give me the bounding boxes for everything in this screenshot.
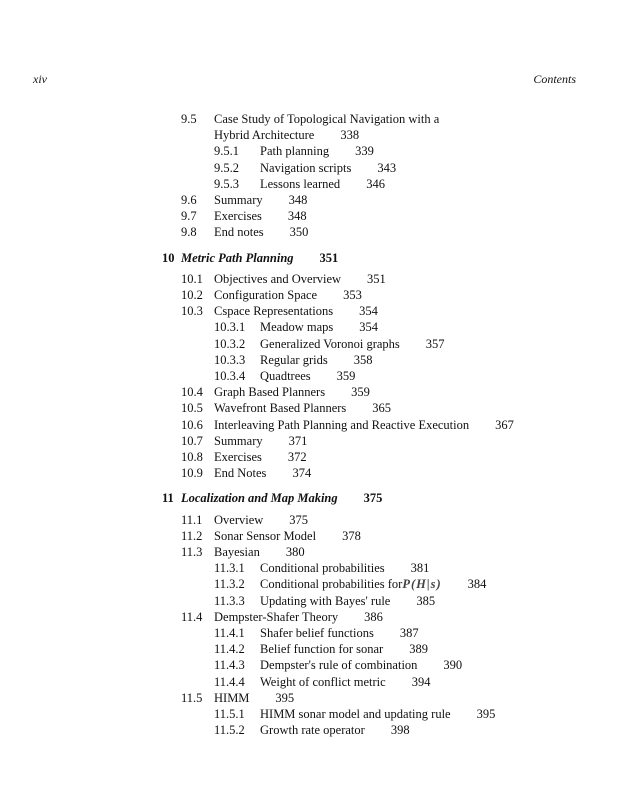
entry-page-number: 358	[353, 352, 373, 367]
entry-number: 11.5.1	[214, 707, 245, 721]
subsection-entry	[214, 336, 445, 352]
section-entry	[181, 224, 308, 240]
entry-number: 11	[162, 491, 174, 506]
entry-number: 9.5.2	[214, 160, 239, 175]
section-entry	[181, 303, 378, 319]
entry-title: Meadow maps	[260, 320, 334, 335]
subsection-entry	[214, 160, 396, 176]
entry-page-number: 394	[411, 674, 431, 689]
entry-page-number: 353	[343, 288, 362, 302]
entry-title: Dempster-Shafer Theory	[214, 609, 339, 624]
subsection-entry	[214, 593, 435, 609]
entry-page-number: 374	[292, 466, 312, 481]
entry-title: Path planning	[260, 144, 330, 159]
entry-page-number: 395	[275, 690, 295, 705]
entry-page-number: 359	[351, 385, 370, 400]
running-head-title: Contents	[533, 72, 576, 86]
entry-title: Quadtrees	[260, 369, 311, 383]
entry-page-number: 375	[363, 491, 383, 506]
entry-title: Exercises	[214, 209, 262, 224]
entry-page-number: 365	[372, 401, 392, 416]
entry-title: Metric Path Planning	[181, 250, 294, 265]
entry-number: 10.3.3	[214, 352, 246, 367]
section-entry	[181, 609, 383, 625]
entry-page-number: 351	[367, 271, 386, 286]
entry-title: Weight of conflict metric	[260, 674, 386, 689]
entry-number: 9.5	[181, 112, 197, 126]
entry-page-number: 354	[359, 304, 378, 319]
entry-title: Conditional probabilities for	[260, 577, 403, 592]
entry-page-number: 378	[342, 528, 361, 543]
entry-page-number: 338	[340, 128, 360, 143]
entry-title: Regular grids	[260, 352, 328, 367]
entry-title: Case Study of Topological Navigation with a	[214, 112, 440, 126]
section-entry	[181, 111, 439, 127]
entry-number: 10.3.2	[214, 336, 246, 351]
entry-number: 11.4.1	[214, 626, 245, 640]
section-entry	[181, 433, 307, 449]
section-entry	[181, 449, 307, 465]
entry-title: HIMM	[214, 690, 250, 705]
entry-number: 11.4	[181, 609, 203, 624]
entry-page-number: 346	[366, 176, 385, 191]
entry-page-number: 386	[364, 609, 383, 624]
entry-number: 10.5	[181, 401, 203, 416]
section-entry	[181, 544, 305, 560]
entry-number: 10.9	[181, 466, 203, 481]
subsection-entry	[214, 641, 428, 657]
entry-title: Shafer belief functions	[260, 626, 374, 640]
entry-page-number: 380	[285, 545, 305, 559]
entry-number: 10	[162, 250, 175, 265]
entry-number: 10.3.4	[214, 369, 246, 383]
entry-number: 11.4.2	[214, 642, 245, 657]
entry-title: Lessons learned	[260, 176, 341, 191]
entry-number: 11.4.3	[214, 658, 245, 673]
entry-page-number: 343	[377, 160, 397, 175]
section-entry	[181, 417, 514, 433]
entry-title: Belief function for sonar	[260, 642, 384, 657]
entry-page-number: 357	[425, 336, 445, 351]
entry-title: Conditional probabilities	[260, 561, 385, 576]
chapter-entry	[162, 250, 338, 266]
section-entry	[181, 400, 391, 416]
entry-page-number: 398	[390, 723, 410, 738]
entry-title: Bayesian	[214, 545, 260, 559]
entry-number: 10.3	[181, 304, 203, 319]
entry-page-number: 359	[336, 369, 356, 383]
entry-number: 10.4	[181, 385, 203, 400]
entry-number: 11.1	[181, 512, 203, 527]
subsection-entry	[214, 352, 372, 368]
entry-page-number: 387	[399, 626, 419, 640]
entry-page-number: 384	[467, 577, 487, 592]
subsection-entry	[214, 176, 385, 192]
entry-title: Exercises	[214, 450, 262, 464]
entry-number: 10.3.1	[214, 320, 246, 335]
entry-number: 9.7	[181, 209, 197, 224]
entry-page-number: 339	[355, 144, 374, 159]
entry-number: 9.5.1	[214, 144, 239, 159]
entry-title: Generalized Voronoi graphs	[260, 336, 400, 351]
chapter-entry	[162, 490, 382, 506]
section-entry	[181, 690, 294, 706]
subsection-entry	[214, 722, 410, 738]
entry-title: Dempster's rule of combination	[260, 658, 418, 673]
entry-title: Summary	[214, 433, 263, 448]
subsection-entry	[214, 319, 378, 335]
subsection-entry	[214, 625, 419, 641]
section-entry	[181, 192, 307, 208]
subsection-entry	[214, 143, 374, 159]
section-entry	[181, 127, 359, 143]
section-entry	[181, 512, 308, 528]
entry-number: 11.2	[181, 528, 203, 543]
running-head-page-number: xiv	[33, 72, 47, 86]
section-entry	[181, 271, 386, 287]
subsection-entry	[214, 560, 429, 576]
entry-math-expression: P(H|s)	[402, 577, 442, 592]
section-entry	[181, 208, 307, 224]
entry-number: 9.8	[181, 225, 197, 240]
entry-number: 10.1	[181, 271, 203, 286]
entry-page-number: 390	[443, 658, 463, 673]
entry-number: 11.3.3	[214, 593, 245, 608]
section-entry	[181, 465, 311, 481]
entry-page-number: 389	[409, 642, 428, 657]
entry-title: Objectives and Overview	[214, 271, 342, 286]
entry-page-number: 395	[476, 707, 496, 721]
entry-title: Configuration Space	[214, 288, 318, 302]
entry-title: Growth rate operator	[260, 723, 365, 738]
subsection-entry	[214, 657, 462, 673]
entry-title: Graph Based Planners	[214, 385, 326, 400]
entry-title: End notes	[214, 225, 264, 240]
entry-title: Summary	[214, 193, 263, 207]
entry-page-number: 367	[495, 417, 514, 432]
entry-number: 9.5.3	[214, 176, 239, 191]
entry-page-number: 351	[319, 250, 339, 265]
entry-number: 10.8	[181, 450, 203, 464]
entry-title: End Notes	[214, 466, 267, 481]
entry-number: 11.5	[181, 690, 203, 705]
entry-title: Sonar Sensor Model	[214, 528, 317, 543]
entry-title: Hybrid Architecture	[214, 128, 315, 143]
entry-page-number: 385	[416, 593, 436, 608]
entry-page-number: 381	[410, 561, 430, 576]
entry-title: Updating with Bayes' rule	[260, 593, 391, 608]
section-entry	[181, 384, 370, 400]
entry-page-number: 375	[289, 512, 309, 527]
entry-title: Navigation scripts	[260, 160, 352, 175]
section-entry	[181, 528, 361, 544]
entry-page-number: 350	[289, 225, 309, 240]
entry-title: HIMM sonar model and updating rule	[260, 707, 451, 721]
entry-number: 10.7	[181, 433, 203, 448]
entry-number: 9.6	[181, 193, 197, 207]
entry-title: Wavefront Based Planners	[214, 401, 347, 416]
entry-title: Cspace Representations	[214, 304, 334, 319]
entry-number: 10.2	[181, 288, 203, 302]
subsection-entry	[214, 706, 495, 722]
entry-number: 11.3.2	[214, 577, 245, 592]
entry-number: 11.5.2	[214, 723, 245, 738]
entry-page-number: 354	[359, 320, 378, 335]
section-entry	[181, 287, 362, 303]
entry-number: 11.4.4	[214, 674, 245, 689]
subsection-entry	[214, 674, 430, 690]
entry-number: 11.3.1	[214, 561, 245, 576]
entry-number: 10.6	[181, 417, 203, 432]
entry-title: Overview	[214, 512, 264, 527]
subsection-entry	[214, 368, 355, 384]
entry-page-number: 348	[288, 193, 308, 207]
entry-title: Interleaving Path Planning and Reactive Execution	[214, 417, 470, 432]
entry-page-number: 371	[288, 433, 308, 448]
entry-page-number: 348	[287, 209, 307, 224]
entry-number: 11.3	[181, 545, 203, 559]
entry-title: Localization and Map Making	[181, 491, 338, 506]
entry-page-number: 372	[287, 450, 307, 464]
subsection-entry	[214, 576, 486, 592]
